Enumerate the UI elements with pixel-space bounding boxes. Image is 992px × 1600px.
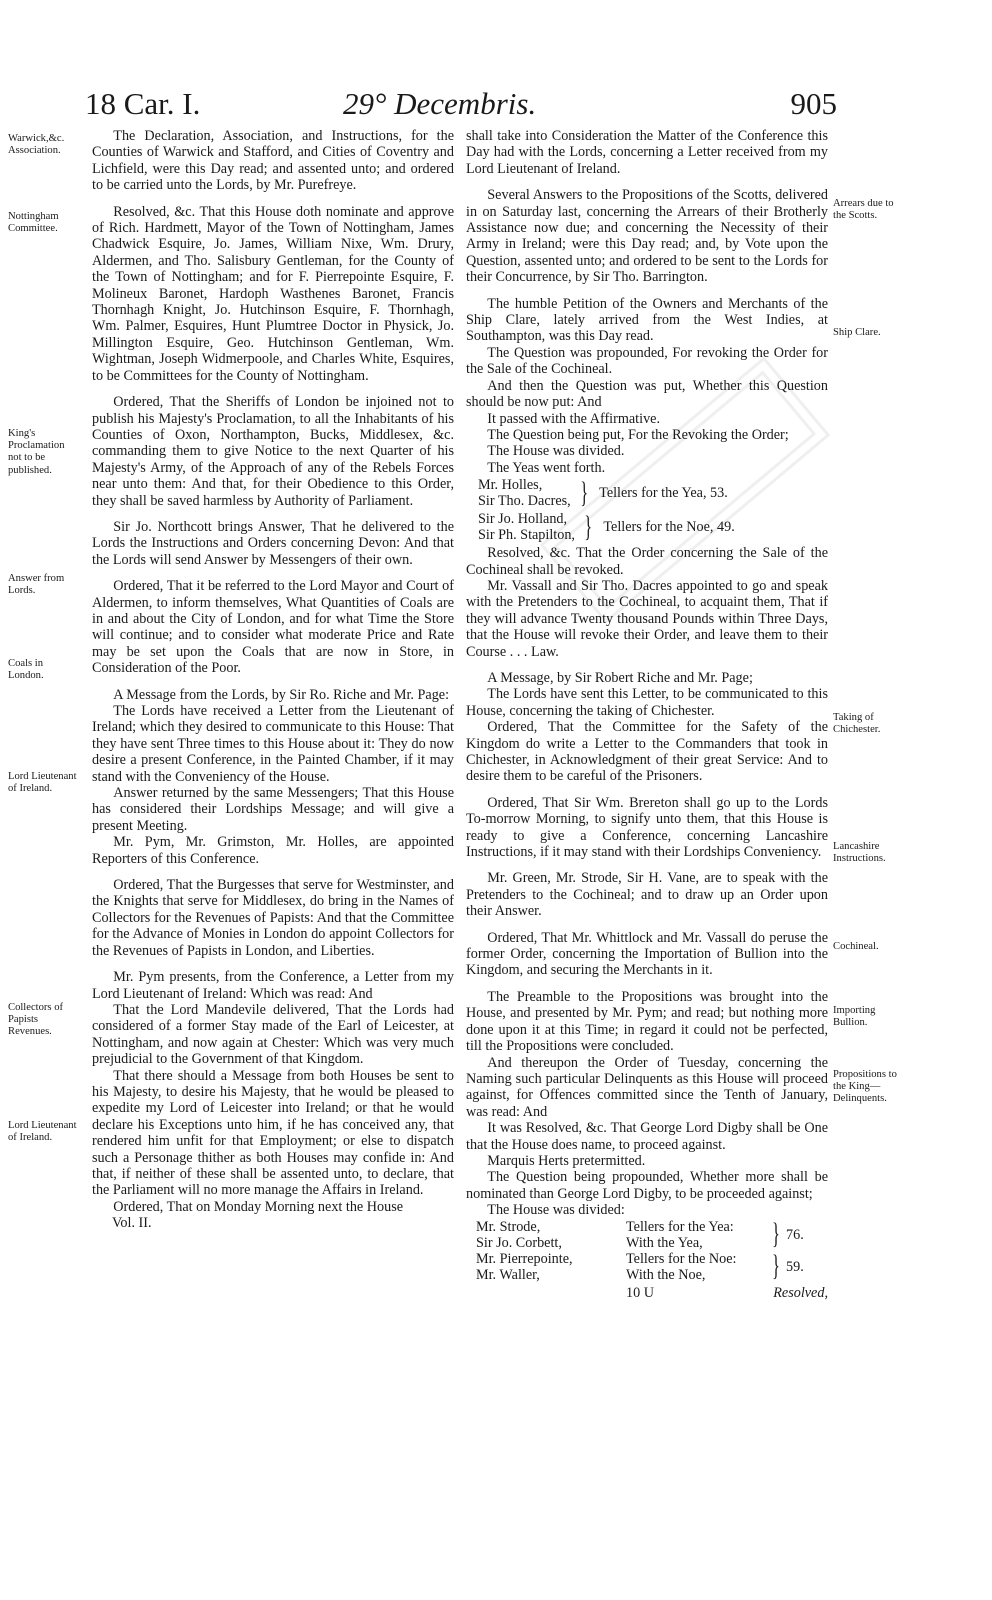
page-number: 905	[790, 86, 837, 121]
volume-signature	[92, 1215, 454, 1231]
teller-name: Mr. Pierrepointe,	[476, 1250, 573, 1267]
margin-note: Nottingham Committee.	[8, 211, 59, 235]
entry-paragraph: The Preamble to the Propositions was brought into the House, and presented by Mr. Pym; and read; but nothing more done upon it at this Time; in regard it could not be perfected, till the Propositions were concluded.	[466, 988, 828, 1055]
teller-name: Mr. Waller,	[476, 1266, 540, 1283]
entry-paragraph: The Lords have sent this Letter, to be communicated to this House, concerning the taking of Chichester.	[466, 686, 828, 719]
margin-note: Answer from Lords.	[8, 573, 65, 597]
entry-paragraph: Ordered, That it be referred to the Lord Mayor and Court of Aldermen, to inform themselves, What Quantities of Coals are in and about the City of London, and for what Time the Store will continue; and to consider what moderate Price and Rate may be set upon the Coals that are now in Store, in Consideration of the Poor.	[92, 578, 454, 677]
right-column	[466, 128, 828, 1301]
entry-paragraph: Several Answers to the Propositions of the Scotts, delivered in on Saturday last, concerning the Arrears of their Brotherly Assistance now due; and concerning the Necessity of their Army in Ireland; were this Day read; and, by Vote upon the Question, assented unto; and ordered to be sent to the Lords for their Concurrence, by Sir Tho. Barrington.	[466, 187, 828, 286]
margin-note: Taking of Chichester.	[833, 712, 881, 736]
entry-paragraph: The Question being put, For the Revoking the Order;	[487, 426, 789, 443]
entry-paragraph: Mr. Pym presents, from the Conference, a Letter from my Lord Lieutenant of Ireland: Which was read: And	[92, 969, 454, 1002]
margin-note: Lancashire Instructions.	[833, 841, 886, 865]
entry-paragraph: shall take into Consideration the Matter of the Conference this Day had with the Lords, concerning a Letter received from my Lord Lieutenant of Ireland.	[466, 128, 828, 177]
entry-paragraph: Ordered, That Sir Wm. Brereton shall go up to the Lords To-morrow Morning, to signify unto them, that this House is ready to give a Conference, concerning Lancashire Instructions, if it may stand with their Lordships Conveniency.	[466, 794, 828, 861]
margin-note: Importing Bullion.	[833, 1005, 876, 1029]
margin-note: Lord Lieutenant of Ireland.	[8, 1120, 77, 1144]
teller-role: Tellers for the Yea:	[626, 1218, 734, 1235]
entry-paragraph: Ordered, That the Sheriffs of London be injoined not to publish his Majesty's Proclamation, to all the Inhabitants of his Counties of Oxon, Northampton, Bucks, Middlesex, &c. commanding them to give Notice to the next Quarter of his Majesty's Army, of the Approach of any of the Rebels Forces near unto them: And that, for their Obedience to this Order, they shall be saved harmless by Authority of Parliament.	[92, 394, 454, 509]
margin-note: Lord Lieutenant of Ireland.	[8, 771, 77, 795]
entry-paragraph: Ordered, That on Monday Morning next the House	[113, 1198, 404, 1215]
margin-note: Arrears due to the Scotts.	[833, 198, 894, 222]
teller-name: Mr. Holles,	[478, 477, 543, 494]
brace-glyph: }	[584, 510, 593, 544]
margin-note: Coals in London.	[8, 658, 44, 682]
brace-glyph: }	[772, 1248, 780, 1282]
entry-paragraph: It passed with the Affirmative.	[487, 410, 661, 427]
tellers-label: Tellers for the Noe, 49.	[603, 518, 735, 535]
teller-name: Sir Jo. Holland,	[478, 511, 568, 528]
tellers-label: Tellers for the Yea, 53.	[599, 484, 728, 501]
entry-paragraph: Ordered, That Mr. Whittlock and Mr. Vassall do peruse the former Order, concerning the Importation of Bullion into the Kingdom, and securing the Merchants in it.	[466, 929, 828, 979]
margin-note: Warwick,&c. Association.	[8, 133, 65, 157]
teller-name: Sir Tho. Dacres,	[478, 493, 571, 510]
page-header	[85, 86, 837, 126]
entry-paragraph: The Lords have received a Letter from the Lieutenant of Ireland; which they desired to communicate to this House: That they have sent Three times to this House about it: They do now desire a present Conference, in the Painted Chamber, if it may stand with the Conveniency of the House.	[92, 703, 454, 785]
volume-label: Vol. II.	[112, 1215, 152, 1232]
entry-paragraph: And thereupon the Order of Tuesday, concerning the Naming such particular Delinquents as this House will proceed against, for Offences committed since the Tenth of January, was read: And	[466, 1054, 828, 1120]
entry-paragraph: The House was divided.	[487, 443, 625, 460]
entry-paragraph: That there should a Message from both Houses be sent to his Majesty, to desire his Majesty, that he would be pleased to expedite my Lord of Leicester into Ireland; or that he would declare his Exceptions unto him, if he has conceived any, that rendered him unfit for that Employment; or else to dispatch such a Personage thither as both Houses may confide in: And that, if neither of these shall be assented unto, to declare, that the Parliament will no more manage the Affairs in Ireland.	[92, 1067, 454, 1199]
vote-count: 76.	[786, 1226, 804, 1243]
entry-paragraph: It was Resolved, &c. That George Lord Digby shall be One that the House does name, to proceed against.	[466, 1120, 828, 1153]
entry-paragraph: Ordered, That the Burgesses that serve for Westminster, and the Knights that serve for Middlesex, do bring in the Names of Collectors for the Revenues of Papists: And that the Committee for the Advance of Monies in London do appoint Collectors for the Revenues of Papists in London, and Liberties.	[92, 877, 454, 959]
entry-paragraph: The humble Petition of the Owners and Merchants of the Ship Clare, lately arrived from the West Indies, at Southampton, was this Day read.	[466, 295, 828, 345]
margin-note: Cochineal.	[833, 941, 879, 952]
entry-paragraph: Answer returned by the same Messengers; That this House has considered their Lordships Message; and will give a present Meeting.	[92, 785, 454, 834]
entry-paragraph: Ordered, That the Committee for the Safety of the Kingdom do write a Letter to the Commanders that took in Chichester, in Acknowledgment of their great Service: And to desire them to be careful of the Prisoners.	[466, 719, 828, 785]
entry-paragraph: The Yeas went forth.	[487, 459, 606, 476]
regnal-year: 18 Car. I.	[85, 86, 201, 121]
entry-paragraph: The House was divided:	[487, 1202, 625, 1219]
margin-note: Collectors of Papists Revenues.	[8, 1002, 64, 1038]
teller-name: Sir Ph. Stapilton,	[478, 527, 575, 544]
entry-paragraph: A Message from the Lords, by Sir Ro. Riche and Mr. Page:	[113, 686, 450, 703]
entry-paragraph: Marquis Herts pretermitted.	[487, 1152, 646, 1169]
teller-role: Tellers for the Noe:	[626, 1250, 737, 1267]
entry-paragraph: Resolved, &c. That this House doth nominate and approve of Rich. Hardmett, Mayor of the Town of Nottingham, James Chadwick Esquire, Jo. James, William Nixe, Wm. Drury, Aldermen, and Tho. Salisbury Gentleman, for the County of the Town of Nottingham; and for F. Pierrepointe Esquire, F. Molineux Baronet, Hardoph Wasthenes Baronet, Francis Thornhagh Knight, Jo. Hutchinson Esquire, F. Thornhagh, Wm. Palmer, Esquires, Hunt Plumtree Doctor in Physick, Jo. Millington Esquire, Geo. Hutchinson Gentleman, Wm. Wightman, Joseph Widmerpoole, and Charles White, Esquires, to be Committees for the County of Nottingham.	[92, 203, 454, 384]
entry-paragraph: Resolved, &c. That the Order concerning the Sale of the Cochineal shall be revoked.	[466, 545, 828, 578]
catchword: Resolved,	[773, 1284, 828, 1301]
entry-paragraph: The Question being propounded, Whether more shall be nominated than George Lord Digby, to be proceeded against;	[466, 1169, 828, 1202]
division-tellers	[476, 1216, 828, 1283]
signature-mark: 10 U	[626, 1284, 654, 1301]
teller-name: Sir Jo. Corbett,	[476, 1234, 562, 1251]
tellers-noe	[478, 511, 828, 543]
tellers-yea	[478, 477, 828, 509]
entry-paragraph: The Question was propounded, For revoking the Order for the Sale of the Cochineal.	[466, 344, 828, 378]
entry-paragraph: That the Lord Mandevile delivered, That the Lords had considered of a former Stay made of the Earl of Leicester, at Nottingham, and now again at Chester: Which was very much prejudicial to the Government of that Kingdom.	[92, 1001, 454, 1068]
page-date: 29° Decembris.	[343, 86, 537, 121]
teller-role: With the Yea,	[626, 1234, 703, 1251]
entry-paragraph: Mr. Vassall and Sir Tho. Dacres appointed to go and speak with the Pretenders to the Cochineal, to acquaint them, That if they will advance Twenty thousand Pounds within Three Days, that the House will revoke their Order, and leave them to their Course . . . Law.	[466, 577, 828, 660]
teller-name: Mr. Strode,	[476, 1218, 541, 1235]
entry-paragraph: Mr. Green, Mr. Strode, Sir H. Vane, are to speak with the Pretenders to the Cochineal; and to draw up an Order upon their Answer.	[466, 870, 828, 920]
brace-glyph: }	[579, 476, 588, 510]
vote-count: 59.	[786, 1258, 804, 1275]
margin-note: Ship Clare.	[833, 327, 881, 338]
entry-paragraph: A Message, by Sir Robert Riche and Mr. Page;	[487, 669, 753, 686]
entry-paragraph: Mr. Pym, Mr. Grimston, Mr. Holles, are appointed Reporters of this Conference.	[92, 834, 454, 867]
margin-note: King's Proclamation not to be published.	[8, 428, 65, 476]
entry-paragraph: The Declaration, Association, and Instructions, for the Counties of Warwick and Stafford, and Cities of Coventry and Lichfield, were this Day read; and assented unto; and ordered to be carried unto the Lords, by Mr. Purefreye.	[92, 128, 454, 194]
margin-note: Propositions to the King—Delinquents.	[833, 1069, 897, 1105]
teller-role: With the Noe,	[626, 1266, 706, 1283]
entry-paragraph: And then the Question was put, Whether this Question should be now put: And	[466, 377, 828, 411]
entry-paragraph: Sir Jo. Northcott brings Answer, That he delivered to the Lords the Instructions and Orders concerning Devon: And that the Lords will send Answer by Messengers of their own.	[92, 518, 454, 568]
brace-glyph: }	[772, 1216, 780, 1250]
left-column	[92, 128, 454, 1232]
page-footer	[466, 1285, 828, 1301]
